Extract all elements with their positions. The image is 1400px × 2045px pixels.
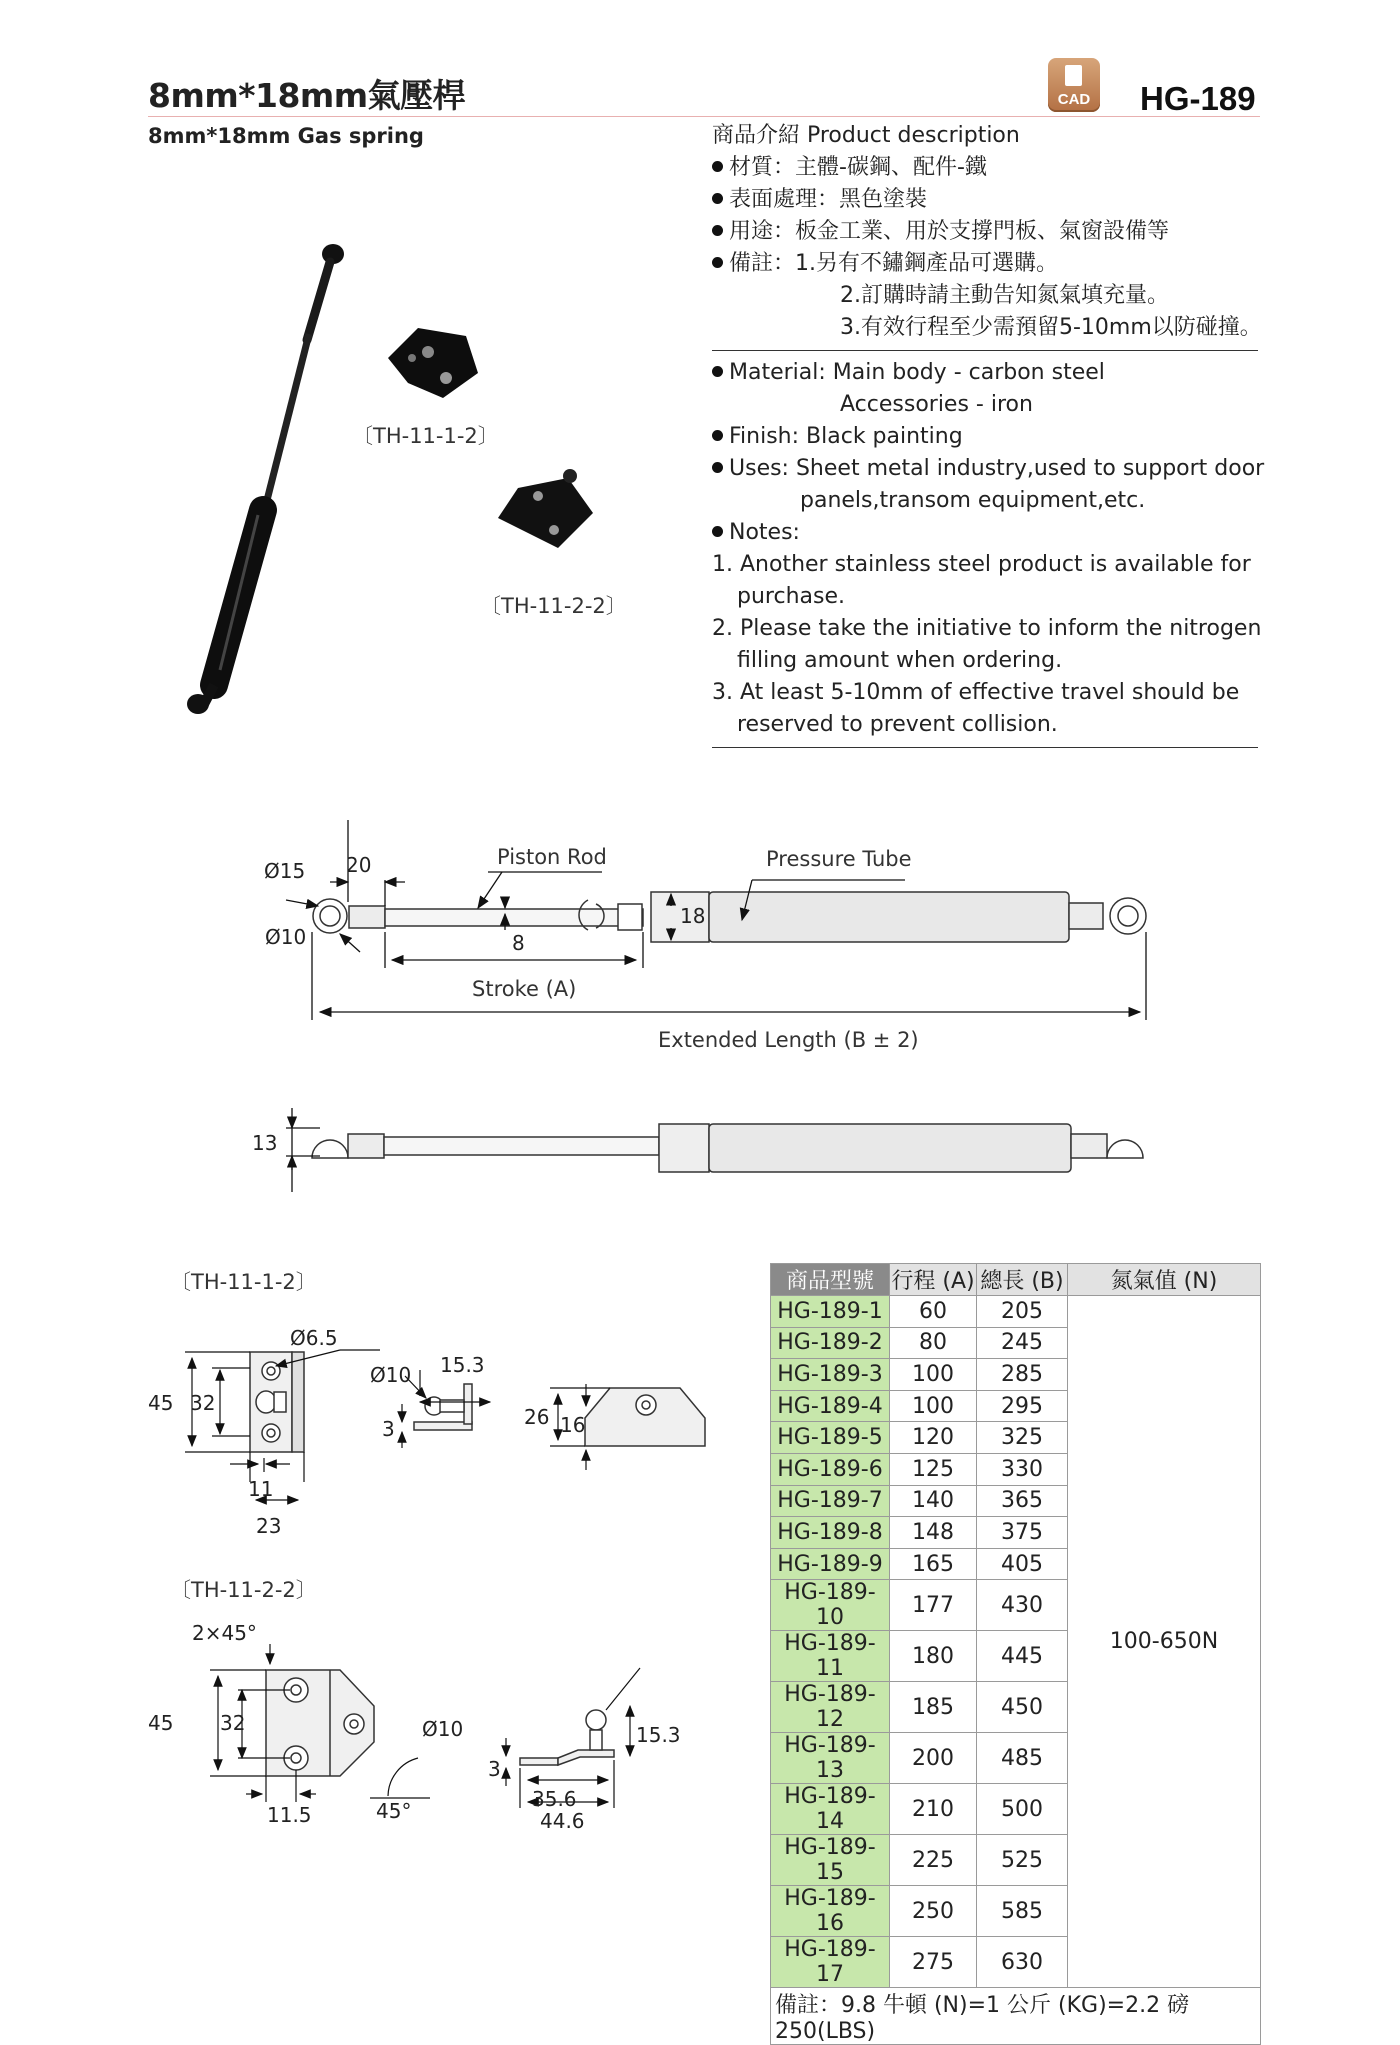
dim-16: 16: [560, 1413, 586, 1437]
dim-d10: Ø10: [265, 925, 307, 949]
length-cell: 430: [977, 1580, 1068, 1631]
dim-26: 26: [524, 1405, 550, 1429]
stroke-cell: 225: [890, 1835, 977, 1886]
accessory-label-1: 〔TH-11-1-2〕: [352, 424, 499, 448]
length-cell: 585: [977, 1886, 1068, 1937]
dim-35-6: 35.6: [532, 1787, 577, 1811]
dim-20: 20: [346, 853, 372, 877]
length-cell: 500: [977, 1784, 1068, 1835]
bracket2-drawing: [140, 1610, 740, 1830]
description-bottom-divider: [712, 747, 1258, 748]
header-force: 氮氣值 (N): [1068, 1264, 1261, 1296]
cad-download-icon[interactable]: [1048, 58, 1100, 112]
bracket2-side: [520, 1710, 614, 1765]
en-note-2b: filling amount when ordering.: [737, 648, 1063, 673]
stroke-cell: 80: [890, 1327, 977, 1359]
stroke-cell: 120: [890, 1422, 977, 1454]
en-note-3b: reserved to prevent collision.: [737, 712, 1058, 737]
stroke-cell: 275: [890, 1937, 977, 1988]
stroke-cell: 177: [890, 1580, 977, 1631]
top-view: [313, 892, 1146, 942]
length-cell: 325: [977, 1422, 1068, 1454]
length-cell: 485: [977, 1733, 1068, 1784]
bullet-icon: [712, 366, 723, 377]
model-cell: HG-189-10: [771, 1580, 890, 1631]
bracket1-front: [250, 1352, 304, 1452]
dim-45-b2: 45: [148, 1711, 174, 1735]
bracket-th-11-2-2-photo: [498, 469, 593, 548]
dim-d10-b2: Ø10: [422, 1717, 464, 1741]
model-cell: HG-189-7: [771, 1485, 890, 1517]
model-cell: HG-189-2: [771, 1327, 890, 1359]
product-photo: [150, 230, 710, 730]
bullet-icon: [712, 257, 723, 268]
en-note-1b: purchase.: [737, 584, 845, 609]
page-title: 8mm*18mm氣壓桿: [148, 76, 466, 115]
bullet-icon: [712, 161, 723, 172]
dim-d65: Ø6.5: [290, 1326, 338, 1350]
dim-32: 32: [190, 1391, 216, 1415]
model-cell: HG-189-13: [771, 1733, 890, 1784]
stroke-cell: 185: [890, 1682, 977, 1733]
bracket1-top: [585, 1388, 705, 1446]
stroke-cell: 100: [890, 1359, 977, 1391]
bullet-icon: [712, 193, 723, 204]
bracket-th-11-1-2-photo: [388, 328, 478, 398]
table-note: 備註：9.8 牛頓 (N)=1 公斤 (KG)=2.2 磅 250(LBS): [771, 1988, 1261, 2045]
stroke-cell: 140: [890, 1485, 977, 1517]
bracket2-front: [266, 1670, 374, 1776]
model-cell: HG-189-11: [771, 1631, 890, 1682]
length-cell: 205: [977, 1296, 1068, 1328]
model-cell: HG-189-5: [771, 1422, 890, 1454]
model-cell: HG-189-9: [771, 1548, 890, 1580]
bracket1-drawing: [140, 1300, 740, 1560]
stroke-cell: 210: [890, 1784, 977, 1835]
stroke-cell: 250: [890, 1886, 977, 1937]
header-length: 總長 (B): [977, 1264, 1068, 1296]
dim-15-3-b2: 15.3: [636, 1723, 681, 1747]
document-icon: [1065, 65, 1082, 86]
dim-32-b2: 32: [220, 1711, 246, 1735]
length-cell: 285: [977, 1359, 1068, 1391]
stroke-cell: 165: [890, 1548, 977, 1580]
dim-11: 11: [248, 1477, 274, 1501]
length-cell: 450: [977, 1682, 1068, 1733]
model-cell: HG-189-14: [771, 1784, 890, 1835]
header-stroke: 行程 (A): [890, 1264, 977, 1296]
pressure-tube-label: Pressure Tube: [766, 847, 912, 871]
length-cell: 445: [977, 1631, 1068, 1682]
gas-spring-drawing: [0, 820, 1400, 1200]
gas-spring-photo: [187, 244, 344, 714]
bracket1-label: 〔TH-11-1-2〕: [170, 1270, 317, 1294]
product-code: HG-189: [1140, 80, 1256, 117]
zh-material: 材質：主體-碳鋼、配件-鐵: [712, 152, 1272, 184]
bullet-icon: [712, 225, 723, 236]
length-cell: 375: [977, 1517, 1068, 1549]
dim-chamfer: 2×45°: [192, 1621, 257, 1645]
dim-11-5: 11.5: [267, 1803, 312, 1827]
model-cell: HG-189-6: [771, 1453, 890, 1485]
zh-notes-3: 3.有效行程至少需預留5-10mm以防碰撞。: [840, 315, 1262, 340]
product-description: [712, 120, 1272, 754]
en-note-1: 1. Another stainless steel product is available for: [712, 552, 1251, 577]
dim-13: 13: [252, 1131, 278, 1155]
zh-uses: 用途：板金工業、用於支撐門板、氣窗設備等: [712, 216, 1272, 248]
description-divider: [712, 350, 1258, 351]
length-cell: 525: [977, 1835, 1068, 1886]
stroke-cell: 180: [890, 1631, 977, 1682]
en-finish: Finish: Black painting: [712, 421, 1272, 453]
en-material: Material: Main body - carbon steel: [712, 357, 1272, 389]
cad-label: CAD: [1057, 91, 1091, 108]
extended-length-label: Extended Length (B ± 2): [658, 1028, 919, 1052]
header-model: 商品型號: [771, 1264, 890, 1296]
page-subtitle: 8mm*18mm Gas spring: [148, 124, 424, 148]
force-value: 100-650N: [1068, 1296, 1261, 1988]
table-header-row: [771, 1264, 1261, 1296]
model-cell: HG-189-17: [771, 1937, 890, 1988]
stroke-cell: 148: [890, 1517, 977, 1549]
piston-rod-label: Piston Rod: [497, 845, 607, 869]
dim-8: 8: [512, 931, 525, 955]
model-cell: HG-189-12: [771, 1682, 890, 1733]
bracket1-side: [414, 1384, 472, 1430]
dim-3-b1: 3: [382, 1417, 395, 1441]
bullet-icon: [712, 462, 723, 473]
dim-15-3: 15.3: [440, 1353, 485, 1377]
length-cell: 245: [977, 1327, 1068, 1359]
side-view: [312, 1124, 1143, 1172]
zh-finish: 表面處理：黑色塗裝: [712, 184, 1272, 216]
title-divider: [148, 116, 1260, 117]
length-cell: 365: [977, 1485, 1068, 1517]
length-cell: 330: [977, 1453, 1068, 1485]
model-cell: HG-189-16: [771, 1886, 890, 1937]
stroke-cell: 100: [890, 1390, 977, 1422]
description-heading: 商品介紹 Product description: [712, 123, 1020, 148]
model-cell: HG-189-15: [771, 1835, 890, 1886]
accessory-label-2: 〔TH-11-2-2〕: [480, 594, 627, 618]
zh-notes-2: 2.訂購時請主動告知氮氣填充量。: [840, 283, 1169, 308]
table-row: [771, 1296, 1261, 1328]
dim-d15: Ø15: [264, 859, 306, 883]
dim-44-6: 44.6: [540, 1809, 585, 1830]
en-uses-2: panels,transom equipment,etc.: [800, 488, 1146, 513]
stroke-cell: 125: [890, 1453, 977, 1485]
stroke-label: Stroke (A): [472, 977, 577, 1001]
model-cell: HG-189-4: [771, 1390, 890, 1422]
length-cell: 405: [977, 1548, 1068, 1580]
table-note-row: [771, 1988, 1261, 2045]
model-cell: HG-189-3: [771, 1359, 890, 1391]
zh-notes-1: 備註：1.另有不鏽鋼產品可選購。: [712, 248, 1272, 280]
dim-3-b2: 3: [488, 1757, 501, 1781]
bullet-icon: [712, 430, 723, 441]
length-cell: 630: [977, 1937, 1068, 1988]
bullet-icon: [712, 526, 723, 537]
en-material-2: Accessories - iron: [840, 392, 1033, 417]
bracket2-label: 〔TH-11-2-2〕: [170, 1578, 317, 1602]
en-note-2: 2. Please take the initiative to inform the nitrogen: [712, 616, 1262, 641]
en-note-3: 3. At least 5-10mm of effective travel should be: [712, 680, 1240, 705]
en-uses: Uses: Sheet metal industry,used to support door: [712, 453, 1272, 485]
dim-45: 45: [148, 1391, 174, 1415]
dim-23: 23: [256, 1514, 282, 1538]
length-cell: 295: [977, 1390, 1068, 1422]
en-notes: Notes:: [712, 517, 1272, 549]
model-cell: HG-189-1: [771, 1296, 890, 1328]
stroke-cell: 60: [890, 1296, 977, 1328]
stroke-cell: 200: [890, 1733, 977, 1784]
dim-18: 18: [680, 904, 706, 928]
dim-d10-b1: Ø10: [370, 1363, 412, 1387]
model-cell: HG-189-8: [771, 1517, 890, 1549]
dim-45-angle: 45°: [376, 1799, 412, 1823]
